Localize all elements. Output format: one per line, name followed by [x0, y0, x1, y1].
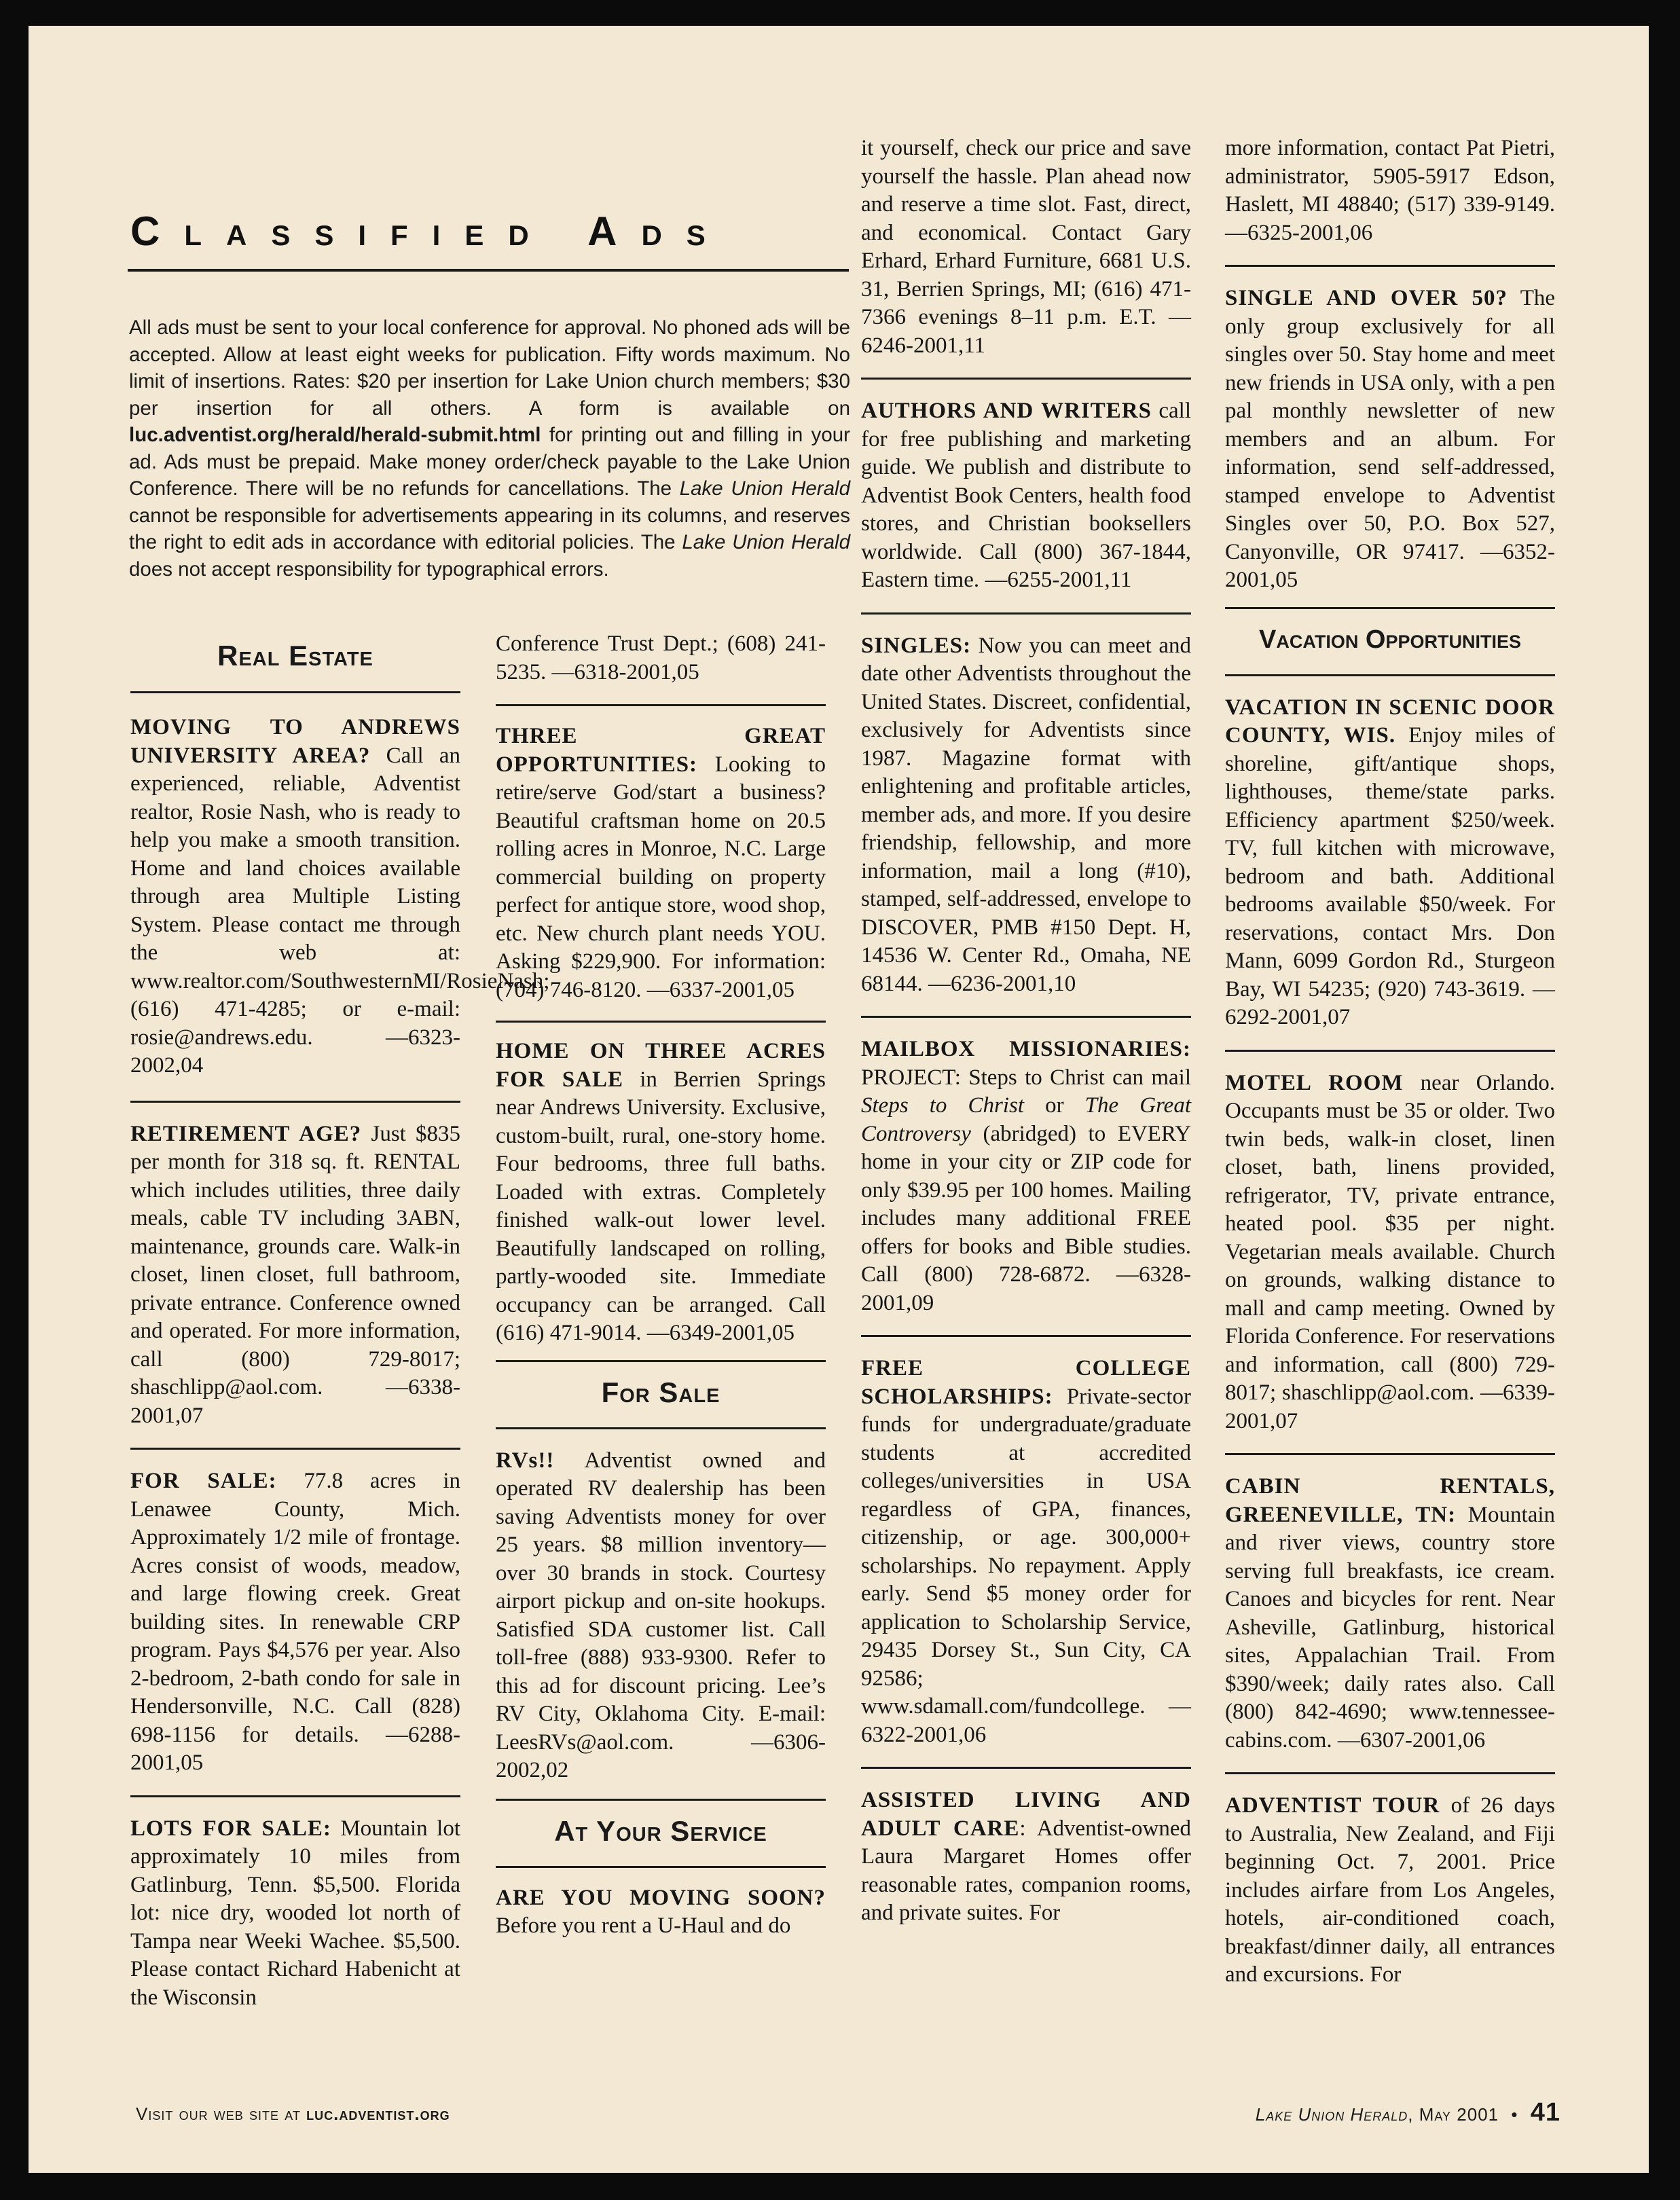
ad-headline: FOR SALE: — [130, 1469, 277, 1493]
ad-body: Before you rent a U-Haul and do — [496, 1913, 791, 1938]
ad-body: Looking to retire/serve God/start a business? Beautiful craftsman home on 20.5 rolling acres in Monroe, N.C. Large commercial building on property perfect for antique store, wood shop, etc. New church plant needs YOU. Asking $229,900. For information: (704) 746-8120. —6337-2001,05 — [496, 752, 826, 1002]
ad-cabin-rentals — [1225, 1473, 1555, 1755]
ad-body: Mountain and river views, country store serving full breakfasts, ice cream. Canoes and bicycles for rent. Near Asheville, Gatlinburg, historical sites, Appalachian Trail. From $390/week; daily rates also. Call (800) 842-4690; www.tennessee-cabins.com. —6307-2001,06 — [1225, 1502, 1556, 1753]
ad-motel-room — [1225, 1069, 1555, 1436]
divider — [861, 1016, 1191, 1018]
footer-website — [136, 2104, 450, 2125]
footer-visit-text: Visit our web site at — [136, 2104, 307, 2124]
ad-for-sale-acres — [130, 1467, 460, 1778]
divider — [496, 1427, 826, 1429]
ad-body: near Orlando. Occupants must be 35 or older. Two twin beds, walk-in closet, linen closet, bath, linens provided, refrigerator, TV, private entrance, heated pool. $35 per night. Vegetarian meals available. Church on grounds, walking distance to mall and camp meeting. Owned by Florida Conference. For reservations and information, call (800) 729-8017; shaschlipp@aol.com. —6339-2001,07 — [1225, 1070, 1556, 1433]
ad-moving-continued: it yourself, check our price and save yourself the hassle. Plan ahead now and reserve a time slot. Fast, direct, and economical. Contact Gary Erhard, Erhard Furniture, 6681 U.S. 31, Berrien Springs, MI; (616) 471-7366 evenings 8–11 p.m. E.T. —6246-2001,11 — [861, 136, 1191, 358]
ad-moving-soon — [496, 1884, 826, 1941]
ad-body: Adventist owned and operated RV dealership has been saving Adventists money for over 25 years. $8 million inventory—over 30 brands in stock. Courtesy airport pickup and on-site hookups. Satisfied SDA customer list. Call toll-free (888) 933-9300. Refer to this ad for discount pricing. Lee’s RV City, Oklahoma City. E-mail: LeesRVs@aol.com. —6306-2002,02 — [496, 1448, 826, 1782]
section-heading-vacation: Vacation Opportunities — [1259, 625, 1521, 654]
divider — [1225, 607, 1555, 609]
divider — [496, 1799, 826, 1801]
ad-door-county — [1225, 694, 1555, 1032]
ad-headline: SINGLES: — [861, 633, 972, 658]
ad-headline: MOVING TO ANDREWS UNIVERSITY AREA? — [130, 715, 460, 768]
intro-publication-2: Lake Union Herald — [682, 531, 850, 553]
ad-scholarships — [861, 1355, 1191, 1749]
divider — [861, 1767, 1191, 1769]
divider — [130, 1795, 460, 1797]
divider — [130, 691, 460, 693]
ad-headline: MAILBOX MISSIONARIES: — [861, 1037, 1191, 1061]
ad-body: Enjoy miles of shoreline, gift/antique shops, lighthouses, theme/state parks. Efficiency apartment $250/week. TV, full kitchen with microwave, bedroom and bath. Additional bedrooms available $50/week. For reservations, contact Mrs. Don Mann, 6099 Gordon Rd., Sturgeon Bay, WI 54235; (920) 743-3619. —6292-2001,07 — [1225, 723, 1556, 1029]
divider — [496, 1866, 826, 1868]
ad-headline: ARE YOU MOVING SOON? — [496, 1885, 826, 1910]
page-number: 41 — [1530, 2098, 1560, 2127]
ad-headline: HOME ON THREE ACRES FOR SALE — [496, 1039, 826, 1092]
ad-body: Just $835 per month for 318 sq. ft. RENTAL which includes utilities, three daily meals, cable TV including 3ABN, maintenance, grounds care. Walk-in closet, linen closet, full bathroom, private entrance. Conference owned and operated. For more information, call (800) 729-8017; shaschlipp@aol.com. —6338-2001,07 — [130, 1121, 460, 1428]
section-heading-at-your-service: At Your Service — [554, 1814, 767, 1847]
ad-book-title: The Great Controversy — [861, 1093, 1191, 1146]
ad-assisted-continued: more information, contact Pat Pietri, administrator, 5905-5917 Edson, Haslett, MI 48840; (517) 339-9149. —6325-2001,06 — [1225, 136, 1555, 245]
divider — [861, 378, 1191, 380]
ad-singles — [861, 632, 1191, 999]
intro-text-1: All ads must be sent to your local conference for approval. No phoned ads will be accepted. Allow at least eight weeks for publication. Fifty words maximum. No limit of insertions. Rates: $20 per insertion for Lake Union church members; $30 per insertion for all others. A form is available on — [129, 316, 850, 420]
ad-adventist-tour — [1225, 1792, 1555, 1990]
ad-body: PROJECT: Steps to Christ can mail — [861, 1065, 1191, 1090]
divider — [130, 1448, 460, 1450]
ad-book-title: Steps to Christ — [861, 1093, 1025, 1118]
divider — [1225, 674, 1555, 676]
divider — [1225, 265, 1555, 267]
ad-body: : Adventist-owned Laura Margaret Homes offer reasonable rates, companion rooms, and private suites. For — [861, 1816, 1191, 1925]
intro-publication-1: Lake Union Herald — [679, 477, 851, 500]
ad-mailbox — [861, 1035, 1191, 1317]
footer-issue-date: , May 2001 — [1408, 2104, 1499, 2125]
ad-headline: ASSISTED LIVING AND ADULT CARE — [861, 1788, 1191, 1841]
ad-headline: VACATION IN SCENIC DOOR COUNTY, WIS. — [1225, 695, 1555, 748]
divider — [496, 1360, 826, 1362]
intro-text-2: for printing out and filling in your ad. Ads must be prepaid. Make money order/check payable to the Lake Union Conference. There will be no refunds for cancellations. The — [129, 424, 850, 500]
ad-headline: ADVENTIST TOUR — [1225, 1793, 1440, 1818]
ad-headline: LOTS FOR SALE: — [130, 1816, 331, 1841]
divider — [130, 1101, 460, 1103]
title-rule — [128, 269, 849, 272]
section-heading-for-sale: For Sale — [601, 1376, 720, 1408]
ad-body: call for free publishing and marketing guide. We publish and distribute to Adventist Book Centers, health food stores, and Christian booksellers worldwide. Call (800) 367-1844, Eastern time. —6255-2001,11 — [861, 399, 1192, 592]
ad-body: The only group exclusively for all singles over 50. Stay home and meet new friends in USA only, with a pen pal monthly newsletter of new members and an album. For information, send self-addressed, stamped envelope to Adventist Singles over 50, P.O. Box 527, Canyonville, OR 97417. —6352-2001,05 — [1225, 286, 1556, 592]
section-heading-real-estate: Real Estate — [217, 640, 373, 672]
divider — [496, 1021, 826, 1023]
ad-home-three-acres — [496, 1038, 826, 1348]
ad-headline: CABIN RENTALS, GREENEVILLE, TN: — [1225, 1474, 1555, 1527]
ad-body: Now you can meet and date other Adventists throughout the United States. Discreet, confidential, exclusively for Adventists since 1987. Magazine format with enlightening and profitable articles, member ads, and more. If you desire friendship, fellowship, and more information, mail a long (#10), stamped, self-addressed, envelope to DISCOVER, PMB #150 Dept. H, 14536 W. Center Rd., Omaha, NE 68144. —6236-2001,10 — [861, 633, 1191, 996]
ad-retirement-age — [130, 1120, 460, 1431]
ad-body: (abridged) to EVERY home in your city or ZIP code for only $39.95 per 100 homes. Mailing includes many additional FREE offers for books and Bible studies. Call (800) 728-6872. —6328-2001,09 — [861, 1121, 1191, 1315]
footer-site-link[interactable]: luc.adventist.org — [306, 2104, 450, 2124]
column-4 — [1225, 134, 1555, 1990]
divider — [1225, 1050, 1555, 1052]
footer-publication: Lake Union Herald — [1255, 2104, 1408, 2125]
ad-rvs — [496, 1447, 826, 1785]
ad-moving-andrews — [130, 714, 550, 1080]
ad-lots-for-sale — [130, 1815, 460, 2013]
ad-body: or — [1024, 1093, 1085, 1118]
column-3 — [861, 134, 1191, 1928]
ad-single-over-50 — [1225, 285, 1555, 595]
ad-body: Mountain lot approximately 10 miles from Gatlinburg, Tenn. $5,500. Florida lot: nice dry, wooded lot north of Tampa near Weeki Wachee. $5,500. Please contact Richard Habenicht at the Wisconsin — [130, 1816, 460, 2010]
ad-assisted-living — [861, 1786, 1191, 1928]
ad-body: of 26 days to Australia, New Zealand, and Fiji beginning Oct. 7, 2001. Price includes airfare from Los Angeles, hotels, air-conditioned coach, breakfast/dinner daily, all entrances and excursions. For — [1225, 1793, 1556, 1987]
ad-headline: AUTHORS AND WRITERS — [861, 399, 1152, 423]
intro-text-3: cannot be responsible for advertisements appearing in its columns, and reserves the right to edit ads in accordance with editorial policies. The — [129, 504, 850, 553]
ad-headline: SINGLE AND OVER 50? — [1225, 286, 1508, 310]
magazine-page — [29, 26, 1649, 2173]
footer-bullet: • — [1511, 2104, 1518, 2125]
intro-url: luc.adventist.org/herald/herald-submit.html — [129, 424, 541, 446]
divider — [861, 1335, 1191, 1337]
divider — [496, 704, 826, 706]
intro-text-4: does not accept responsibility for typographical errors. — [129, 557, 609, 581]
ad-body: in Berrien Springs near Andrews University. Exclusive, custom-built, rural, one-story home. Four bedrooms, three full baths. Loaded with extras. Completely finished walk-out lower level. Beautifully landscaped on rolling, partly-wooded site. Immediate occupancy can be arranged. Call (616) 471-9014. —6349-2001,05 — [496, 1067, 826, 1345]
ad-headline: FREE COLLEGE SCHOLARSHIPS: — [861, 1356, 1191, 1409]
ad-body: 77.8 acres in Lenawee County, Mich. Approximately 1/2 mile of frontage. Acres consist of woods, meadow, and large flowing creek. Great building sites. In renewable CRP program. Pays $4,576 per year. Also 2-bedroom, 2-bath condo for sale in Hendersonville, N.C. Call (828) 698-1156 for details. —6288-2001,05 — [130, 1469, 460, 1775]
divider — [861, 612, 1191, 615]
page-title: Classified Ads — [130, 208, 730, 254]
ad-lots-continued: Conference Trust Dept.; (608) 241-5235. —6318-2001,05 — [496, 631, 826, 684]
intro-paragraph — [129, 314, 850, 583]
ad-body: Private-sector funds for undergraduate/graduate students at accredited colleges/universities in USA regardless of GPA, finances, citizenship, or age. 300,000+ scholarships. No repayment. Apply early. Send $5 money order for application to Scholarship Service, 29435 Dorsey St., Sun City, CA 92586; www.sdamall.com/fundcollege. —6322-2001,06 — [861, 1384, 1191, 1747]
ad-headline: THREE GREAT OPPORTUNITIES: — [496, 724, 826, 777]
ad-headline: RETIREMENT AGE? — [130, 1121, 362, 1146]
divider — [1225, 1453, 1555, 1455]
ad-authors — [861, 397, 1191, 595]
column-2 — [496, 630, 826, 1941]
footer-issue — [1256, 2098, 1560, 2127]
ad-body: Call an experienced, reliable, Adventist realtor, Rosie Nash, who is ready to help you make a smooth transition. Home and land choices available through area Multiple Listing System. Please contact me through the web at: www.realtor.com/SouthwesternMI/RosieNash; (616) 471-4285; or e-mail: rosie@andrews.edu. —6323-2002,04 — [130, 743, 550, 1078]
ad-three-great — [496, 722, 826, 1004]
ad-headline: MOTEL ROOM — [1225, 1070, 1404, 1095]
ad-headline: RVs!! — [496, 1448, 555, 1473]
divider — [1225, 1772, 1555, 1774]
